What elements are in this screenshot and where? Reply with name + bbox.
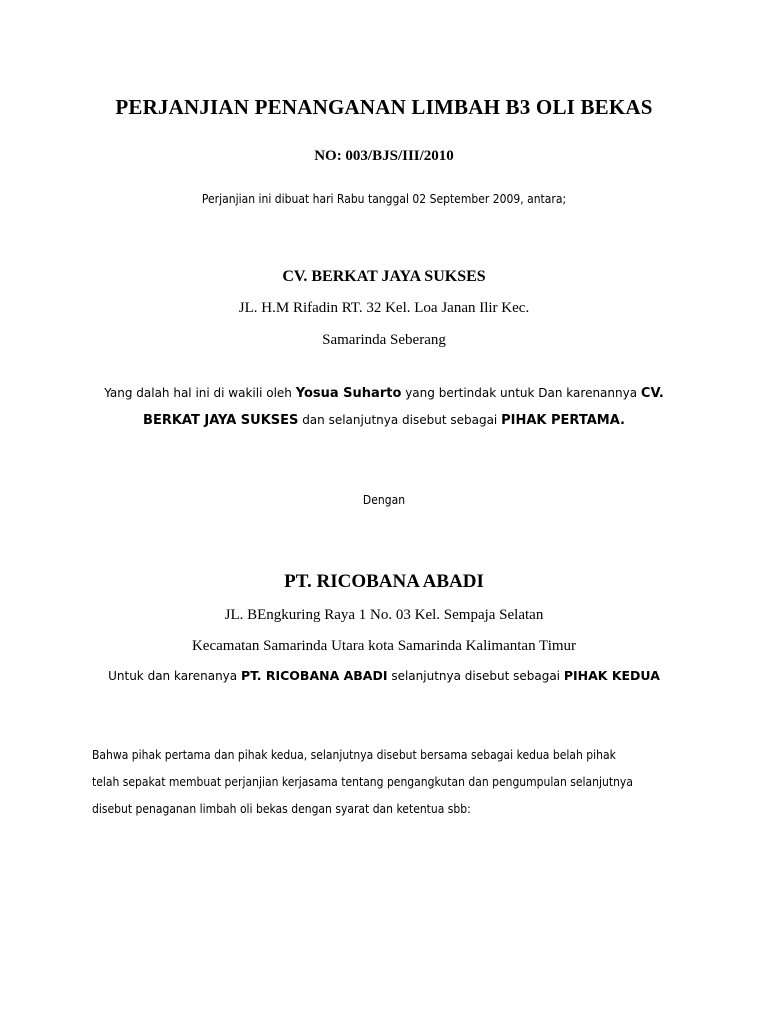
body-line: telah sepakat membuat perjanjian kerjasama tentang pengangkutan dan pengumpulan selanjutnya <box>92 775 633 789</box>
intro-sentence: Perjanjian ini dibuat hari Rabu tanggal 02 September 2009, antara; <box>201 192 567 206</box>
rep-company: CV. BERKAT JAYA SUKSES <box>143 386 664 428</box>
party2-address-line2: Kecamatan Samarinda Utara kota Samarinda Kalimantan Timur <box>191 638 577 654</box>
document-title: PERJANJIAN PENANGANAN LIMBAH B3 OLI BEKAS <box>115 95 653 119</box>
body-line: Bahwa pihak pertama dan pihak kedua, selanjutnya disebut bersama sebagai kedua belah pihak <box>92 748 616 762</box>
role-company: PT. RICOBANA ABADI <box>240 668 388 683</box>
rep-text-3: dan selanjutnya disebut sebagai <box>298 413 502 427</box>
party1-name: CV. BERKAT JAYA SUKSES <box>282 268 486 285</box>
rep-text-1: Yang dalah hal ini di wakili oleh <box>104 386 296 400</box>
role-label: PIHAK KEDUA <box>563 668 660 683</box>
party2-role <box>0 668 768 683</box>
body-paragraph <box>92 742 698 823</box>
role-text-2: selanjutnya disebut sebagai <box>387 669 564 683</box>
document-number: NO: 003/BJS/III/2010 <box>314 148 454 164</box>
party2-address-line1: JL. BEngkuring Raya 1 No. 03 Kel. Sempaja Selatan <box>224 607 544 623</box>
role-text-1: Untuk dan karenanya <box>108 669 241 683</box>
rep-role: PIHAK PERTAMA. <box>501 413 625 428</box>
connector-text: Dengan <box>362 493 406 507</box>
party1-representation <box>78 380 690 434</box>
party2-name: PT. RICOBANA ABADI <box>284 571 484 592</box>
party1-address-line2: Samarinda Seberang <box>322 332 446 348</box>
rep-name: Yosua Suharto <box>295 386 402 401</box>
rep-text-2: yang bertindak untuk Dan karenannya <box>401 386 641 400</box>
body-line: disebut penaganan limbah oli bekas dengan syarat dan ketentua sbb: <box>92 802 471 816</box>
party1-address-line1: JL. H.M Rifadin RT. 32 Kel. Loa Janan Ilir Kec. <box>238 300 530 316</box>
